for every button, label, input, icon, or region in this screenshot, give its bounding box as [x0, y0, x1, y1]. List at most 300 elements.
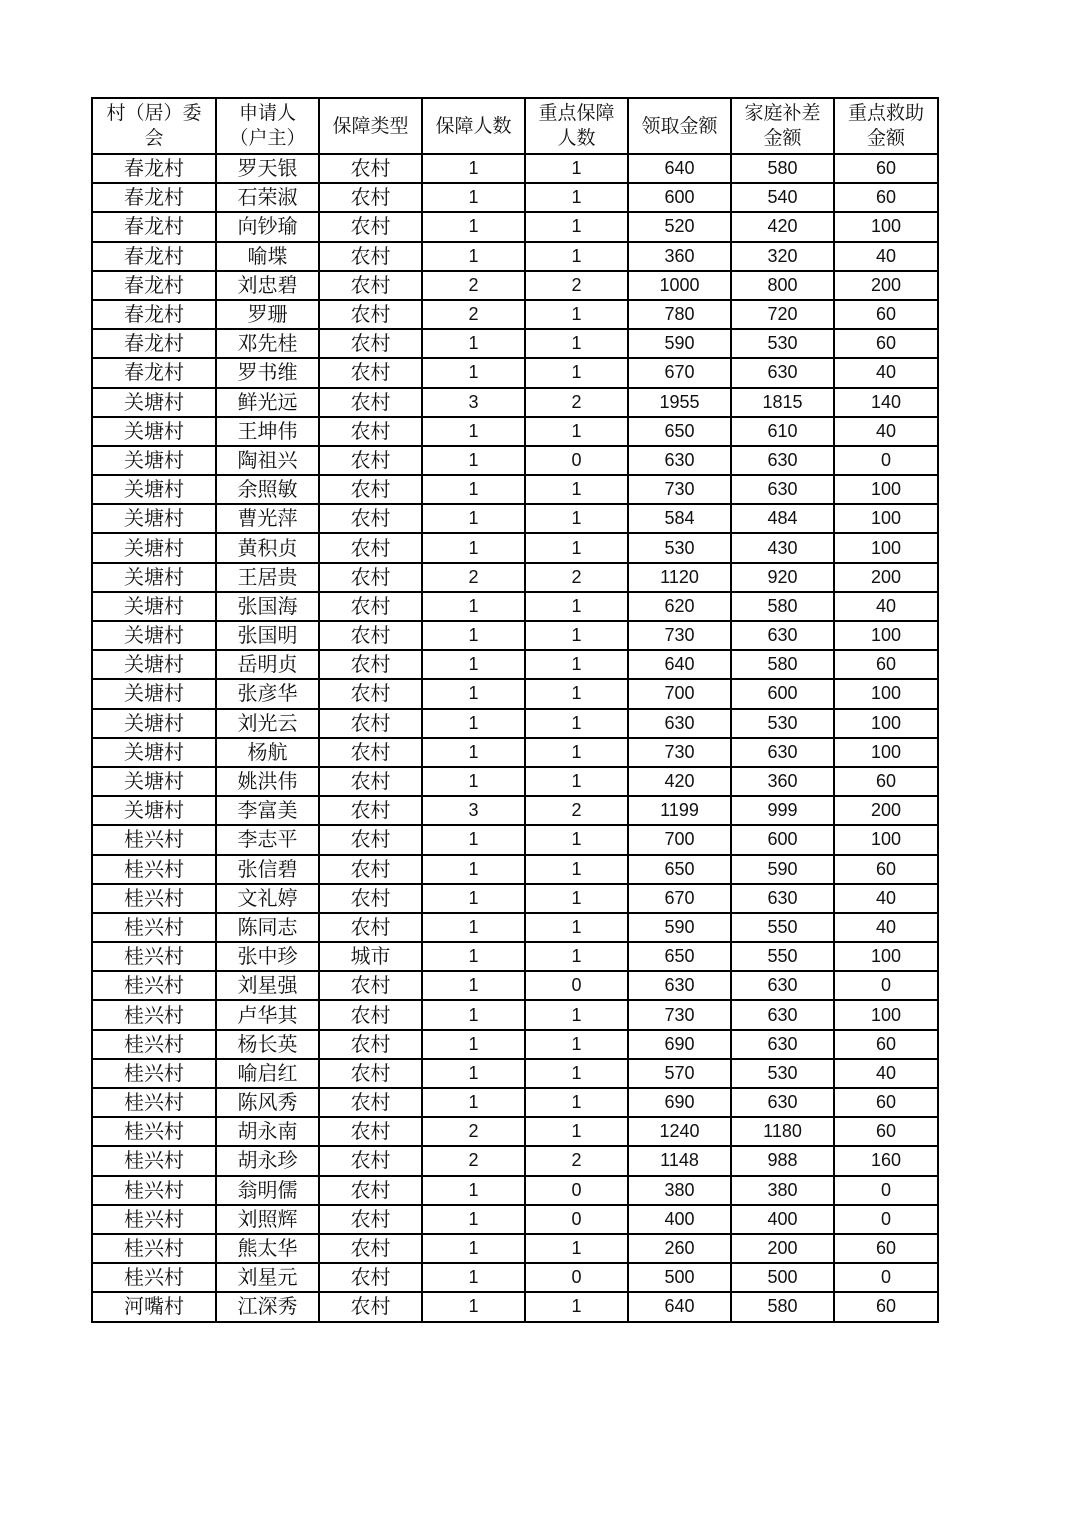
cell-key-people: 1 [525, 417, 628, 446]
cell-applicant: 张彦华 [216, 679, 319, 708]
cell-type: 农村 [319, 1000, 422, 1029]
cell-amount: 730 [628, 738, 731, 767]
cell-applicant: 熊太华 [216, 1234, 319, 1263]
table-row [92, 1234, 938, 1263]
cell-family-diff: 610 [731, 417, 834, 446]
table-row [92, 1030, 938, 1059]
cell-key-aid: 100 [834, 1000, 938, 1029]
cell-key-people: 1 [525, 504, 628, 533]
cell-key-aid: 100 [834, 621, 938, 650]
table-row [92, 300, 938, 329]
cell-key-aid: 100 [834, 533, 938, 562]
cell-type: 农村 [319, 1146, 422, 1175]
cell-key-aid: 40 [834, 242, 938, 271]
cell-type: 农村 [319, 738, 422, 767]
cell-family-diff: 720 [731, 300, 834, 329]
cell-applicant: 罗天银 [216, 154, 319, 183]
cell-key-people: 1 [525, 329, 628, 358]
cell-amount: 650 [628, 942, 731, 971]
cell-amount: 1199 [628, 796, 731, 825]
cell-people: 1 [422, 1292, 525, 1321]
cell-amount: 360 [628, 242, 731, 271]
cell-family-diff: 400 [731, 1205, 834, 1234]
table-row [92, 1176, 938, 1205]
cell-key-aid: 40 [834, 358, 938, 387]
cell-applicant: 胡永珍 [216, 1146, 319, 1175]
cell-key-people: 1 [525, 212, 628, 241]
cell-type: 农村 [319, 621, 422, 650]
cell-applicant: 文礼婷 [216, 884, 319, 913]
cell-key-people: 1 [525, 679, 628, 708]
cell-type: 农村 [319, 563, 422, 592]
cell-family-diff: 630 [731, 884, 834, 913]
cell-family-diff: 600 [731, 679, 834, 708]
cell-amount: 700 [628, 825, 731, 854]
cell-people: 1 [422, 329, 525, 358]
cell-type: 农村 [319, 1263, 422, 1292]
cell-family-diff: 630 [731, 971, 834, 1000]
cell-people: 2 [422, 563, 525, 592]
cell-applicant: 张国明 [216, 621, 319, 650]
cell-committee: 桂兴村 [92, 971, 216, 1000]
cell-committee: 春龙村 [92, 329, 216, 358]
cell-key-people: 1 [525, 1059, 628, 1088]
header-row [92, 98, 938, 154]
cell-amount: 630 [628, 971, 731, 1000]
cell-type: 农村 [319, 212, 422, 241]
cell-committee: 桂兴村 [92, 884, 216, 913]
cell-key-aid: 200 [834, 563, 938, 592]
cell-family-diff: 630 [731, 621, 834, 650]
cell-family-diff: 580 [731, 1292, 834, 1321]
cell-type: 农村 [319, 679, 422, 708]
table-row [92, 1263, 938, 1292]
cell-key-people: 0 [525, 1205, 628, 1234]
cell-applicant: 李富美 [216, 796, 319, 825]
table-body [92, 154, 938, 1322]
cell-key-aid: 0 [834, 1263, 938, 1292]
cell-committee: 关塘村 [92, 388, 216, 417]
cell-key-aid: 100 [834, 738, 938, 767]
cell-committee: 桂兴村 [92, 825, 216, 854]
cell-key-people: 1 [525, 825, 628, 854]
cell-key-people: 1 [525, 154, 628, 183]
cell-family-diff: 530 [731, 1059, 834, 1088]
cell-type: 农村 [319, 533, 422, 562]
cell-people: 1 [422, 825, 525, 854]
cell-committee: 春龙村 [92, 212, 216, 241]
cell-committee: 关塘村 [92, 767, 216, 796]
cell-family-diff: 580 [731, 592, 834, 621]
table-row [92, 1205, 938, 1234]
cell-people: 2 [422, 300, 525, 329]
cell-people: 1 [422, 446, 525, 475]
cell-family-diff: 800 [731, 271, 834, 300]
cell-type: 农村 [319, 1030, 422, 1059]
cell-key-people: 1 [525, 884, 628, 913]
table-row [92, 738, 938, 767]
cell-people: 1 [422, 971, 525, 1000]
cell-key-people: 1 [525, 1117, 628, 1146]
cell-amount: 500 [628, 1263, 731, 1292]
table-row [92, 709, 938, 738]
cell-key-people: 2 [525, 388, 628, 417]
cell-key-aid: 40 [834, 884, 938, 913]
cell-amount: 730 [628, 621, 731, 650]
header-committee: 村（居）委会 [92, 98, 216, 154]
cell-people: 1 [422, 212, 525, 241]
cell-committee: 桂兴村 [92, 913, 216, 942]
cell-people: 1 [422, 417, 525, 446]
cell-family-diff: 430 [731, 533, 834, 562]
cell-family-diff: 540 [731, 183, 834, 212]
cell-key-people: 1 [525, 183, 628, 212]
cell-amount: 1955 [628, 388, 731, 417]
cell-key-aid: 60 [834, 1234, 938, 1263]
cell-family-diff: 484 [731, 504, 834, 533]
cell-key-aid: 100 [834, 212, 938, 241]
cell-applicant: 刘光云 [216, 709, 319, 738]
cell-key-aid: 60 [834, 767, 938, 796]
cell-committee: 桂兴村 [92, 1176, 216, 1205]
cell-type: 农村 [319, 1088, 422, 1117]
cell-key-people: 1 [525, 650, 628, 679]
cell-committee: 桂兴村 [92, 855, 216, 884]
table-row [92, 592, 938, 621]
cell-family-diff: 630 [731, 1088, 834, 1117]
cell-people: 2 [422, 1117, 525, 1146]
cell-applicant: 张中珍 [216, 942, 319, 971]
cell-committee: 桂兴村 [92, 1205, 216, 1234]
table-row [92, 1059, 938, 1088]
cell-type: 农村 [319, 825, 422, 854]
cell-applicant: 向钞瑜 [216, 212, 319, 241]
cell-family-diff: 999 [731, 796, 834, 825]
cell-type: 农村 [319, 855, 422, 884]
cell-family-diff: 590 [731, 855, 834, 884]
cell-key-people: 2 [525, 563, 628, 592]
cell-family-diff: 580 [731, 650, 834, 679]
cell-key-people: 0 [525, 971, 628, 1000]
cell-key-people: 1 [525, 913, 628, 942]
header-amount: 领取金额 [628, 98, 731, 154]
cell-family-diff: 630 [731, 1000, 834, 1029]
cell-amount: 730 [628, 475, 731, 504]
cell-key-aid: 0 [834, 1176, 938, 1205]
cell-key-aid: 60 [834, 300, 938, 329]
cell-amount: 1148 [628, 1146, 731, 1175]
cell-amount: 1240 [628, 1117, 731, 1146]
cell-key-aid: 60 [834, 1292, 938, 1321]
cell-key-people: 1 [525, 475, 628, 504]
table-row [92, 650, 938, 679]
cell-amount: 260 [628, 1234, 731, 1263]
cell-applicant: 王居贵 [216, 563, 319, 592]
cell-people: 1 [422, 738, 525, 767]
cell-key-aid: 60 [834, 650, 938, 679]
cell-type: 农村 [319, 1292, 422, 1321]
cell-key-aid: 140 [834, 388, 938, 417]
cell-people: 1 [422, 358, 525, 387]
cell-key-people: 1 [525, 621, 628, 650]
cell-applicant: 翁明儒 [216, 1176, 319, 1205]
cell-people: 1 [422, 475, 525, 504]
cell-key-aid: 40 [834, 1059, 938, 1088]
cell-key-aid: 60 [834, 1088, 938, 1117]
table-row [92, 1088, 938, 1117]
cell-amount: 650 [628, 417, 731, 446]
cell-family-diff: 630 [731, 358, 834, 387]
cell-family-diff: 550 [731, 913, 834, 942]
cell-type: 农村 [319, 300, 422, 329]
cell-applicant: 鲜光远 [216, 388, 319, 417]
table-row [92, 388, 938, 417]
cell-key-people: 1 [525, 738, 628, 767]
table-row [92, 1146, 938, 1175]
cell-applicant: 黄积贞 [216, 533, 319, 562]
table-row [92, 971, 938, 1000]
cell-type: 农村 [319, 183, 422, 212]
table-row [92, 942, 938, 971]
cell-key-people: 2 [525, 271, 628, 300]
cell-committee: 关塘村 [92, 563, 216, 592]
cell-people: 2 [422, 1146, 525, 1175]
table-row [92, 446, 938, 475]
table-row [92, 621, 938, 650]
cell-committee: 桂兴村 [92, 1088, 216, 1117]
cell-family-diff: 320 [731, 242, 834, 271]
cell-applicant: 张信碧 [216, 855, 319, 884]
cell-key-aid: 60 [834, 855, 938, 884]
cell-key-people: 0 [525, 1176, 628, 1205]
table-row [92, 242, 938, 271]
cell-committee: 关塘村 [92, 621, 216, 650]
cell-people: 1 [422, 913, 525, 942]
cell-amount: 380 [628, 1176, 731, 1205]
cell-amount: 780 [628, 300, 731, 329]
cell-key-aid: 100 [834, 475, 938, 504]
cell-amount: 730 [628, 1000, 731, 1029]
cell-people: 1 [422, 1000, 525, 1029]
cell-key-aid: 40 [834, 417, 938, 446]
cell-family-diff: 630 [731, 475, 834, 504]
header-family-diff: 家庭补差金额 [731, 98, 834, 154]
cell-applicant: 卢华其 [216, 1000, 319, 1029]
cell-committee: 春龙村 [92, 154, 216, 183]
cell-key-people: 1 [525, 1000, 628, 1029]
cell-people: 1 [422, 1263, 525, 1292]
cell-people: 1 [422, 242, 525, 271]
cell-key-aid: 0 [834, 971, 938, 1000]
header-type: 保障类型 [319, 98, 422, 154]
cell-people: 1 [422, 621, 525, 650]
cell-amount: 630 [628, 446, 731, 475]
table-row [92, 271, 938, 300]
cell-type: 农村 [319, 1059, 422, 1088]
cell-type: 农村 [319, 884, 422, 913]
table-row [92, 417, 938, 446]
cell-amount: 620 [628, 592, 731, 621]
cell-committee: 关塘村 [92, 475, 216, 504]
table-row [92, 1292, 938, 1321]
table-row [92, 563, 938, 592]
cell-key-aid: 200 [834, 796, 938, 825]
cell-committee: 关塘村 [92, 738, 216, 767]
cell-amount: 630 [628, 709, 731, 738]
assistance-table [91, 97, 939, 1323]
header-people: 保障人数 [422, 98, 525, 154]
cell-people: 1 [422, 942, 525, 971]
cell-key-aid: 100 [834, 942, 938, 971]
cell-key-aid: 0 [834, 1205, 938, 1234]
cell-applicant: 石荣淑 [216, 183, 319, 212]
cell-people: 1 [422, 1030, 525, 1059]
cell-family-diff: 500 [731, 1263, 834, 1292]
table-row [92, 679, 938, 708]
table-row [92, 154, 938, 183]
cell-type: 农村 [319, 592, 422, 621]
cell-amount: 640 [628, 154, 731, 183]
cell-people: 2 [422, 271, 525, 300]
table-row [92, 825, 938, 854]
cell-family-diff: 630 [731, 446, 834, 475]
cell-type: 农村 [319, 475, 422, 504]
cell-key-people: 1 [525, 242, 628, 271]
cell-committee: 关塘村 [92, 504, 216, 533]
cell-type: 农村 [319, 358, 422, 387]
cell-type: 农村 [319, 1205, 422, 1234]
cell-type: 农村 [319, 271, 422, 300]
cell-type: 农村 [319, 767, 422, 796]
cell-family-diff: 988 [731, 1146, 834, 1175]
cell-applicant: 陈风秀 [216, 1088, 319, 1117]
table-row [92, 1000, 938, 1029]
cell-family-diff: 600 [731, 825, 834, 854]
cell-amount: 530 [628, 533, 731, 562]
cell-committee: 桂兴村 [92, 1000, 216, 1029]
cell-committee: 春龙村 [92, 300, 216, 329]
header-key-people: 重点保障人数 [525, 98, 628, 154]
cell-key-aid: 40 [834, 913, 938, 942]
cell-applicant: 罗珊 [216, 300, 319, 329]
cell-applicant: 罗书维 [216, 358, 319, 387]
cell-key-aid: 60 [834, 154, 938, 183]
cell-applicant: 李志平 [216, 825, 319, 854]
cell-type: 农村 [319, 446, 422, 475]
cell-people: 1 [422, 1088, 525, 1117]
cell-key-people: 0 [525, 446, 628, 475]
table-row [92, 767, 938, 796]
cell-committee: 桂兴村 [92, 1234, 216, 1263]
table-row [92, 475, 938, 504]
cell-family-diff: 360 [731, 767, 834, 796]
cell-amount: 420 [628, 767, 731, 796]
cell-amount: 1120 [628, 563, 731, 592]
cell-applicant: 刘星元 [216, 1263, 319, 1292]
cell-committee: 关塘村 [92, 679, 216, 708]
cell-key-people: 1 [525, 358, 628, 387]
cell-amount: 640 [628, 1292, 731, 1321]
table-row [92, 183, 938, 212]
cell-amount: 584 [628, 504, 731, 533]
cell-people: 1 [422, 1205, 525, 1234]
cell-committee: 桂兴村 [92, 1059, 216, 1088]
table-row [92, 913, 938, 942]
cell-committee: 关塘村 [92, 446, 216, 475]
cell-key-aid: 100 [834, 825, 938, 854]
cell-key-aid: 100 [834, 504, 938, 533]
cell-applicant: 杨长英 [216, 1030, 319, 1059]
cell-committee: 桂兴村 [92, 1030, 216, 1059]
cell-amount: 400 [628, 1205, 731, 1234]
header-applicant: 申请人（户主） [216, 98, 319, 154]
cell-key-people: 1 [525, 1088, 628, 1117]
cell-key-people: 1 [525, 709, 628, 738]
cell-people: 1 [422, 1059, 525, 1088]
cell-amount: 640 [628, 650, 731, 679]
cell-key-people: 1 [525, 592, 628, 621]
cell-people: 1 [422, 1176, 525, 1205]
cell-amount: 670 [628, 358, 731, 387]
cell-people: 1 [422, 533, 525, 562]
cell-key-aid: 60 [834, 1117, 938, 1146]
table-row [92, 504, 938, 533]
cell-committee: 关塘村 [92, 417, 216, 446]
cell-family-diff: 1815 [731, 388, 834, 417]
cell-family-diff: 420 [731, 212, 834, 241]
cell-people: 1 [422, 592, 525, 621]
cell-amount: 570 [628, 1059, 731, 1088]
table-row [92, 533, 938, 562]
cell-key-aid: 60 [834, 183, 938, 212]
cell-applicant: 张国海 [216, 592, 319, 621]
cell-family-diff: 580 [731, 154, 834, 183]
cell-type: 农村 [319, 913, 422, 942]
cell-amount: 700 [628, 679, 731, 708]
table-row [92, 1117, 938, 1146]
cell-committee: 春龙村 [92, 358, 216, 387]
cell-committee: 桂兴村 [92, 942, 216, 971]
cell-type: 农村 [319, 329, 422, 358]
cell-family-diff: 920 [731, 563, 834, 592]
cell-family-diff: 530 [731, 329, 834, 358]
cell-committee: 关塘村 [92, 533, 216, 562]
cell-people: 1 [422, 504, 525, 533]
cell-applicant: 陈同志 [216, 913, 319, 942]
cell-key-aid: 0 [834, 446, 938, 475]
cell-committee: 春龙村 [92, 183, 216, 212]
cell-family-diff: 200 [731, 1234, 834, 1263]
cell-amount: 650 [628, 855, 731, 884]
cell-applicant: 邓先桂 [216, 329, 319, 358]
cell-applicant: 岳明贞 [216, 650, 319, 679]
cell-key-aid: 100 [834, 679, 938, 708]
cell-applicant: 陶祖兴 [216, 446, 319, 475]
cell-amount: 590 [628, 329, 731, 358]
cell-applicant: 喻堞 [216, 242, 319, 271]
cell-committee: 关塘村 [92, 650, 216, 679]
cell-people: 1 [422, 183, 525, 212]
cell-applicant: 刘照辉 [216, 1205, 319, 1234]
table-row [92, 796, 938, 825]
cell-amount: 590 [628, 913, 731, 942]
cell-family-diff: 380 [731, 1176, 834, 1205]
table-row [92, 855, 938, 884]
table-row [92, 358, 938, 387]
cell-amount: 520 [628, 212, 731, 241]
table-row [92, 212, 938, 241]
cell-people: 1 [422, 855, 525, 884]
